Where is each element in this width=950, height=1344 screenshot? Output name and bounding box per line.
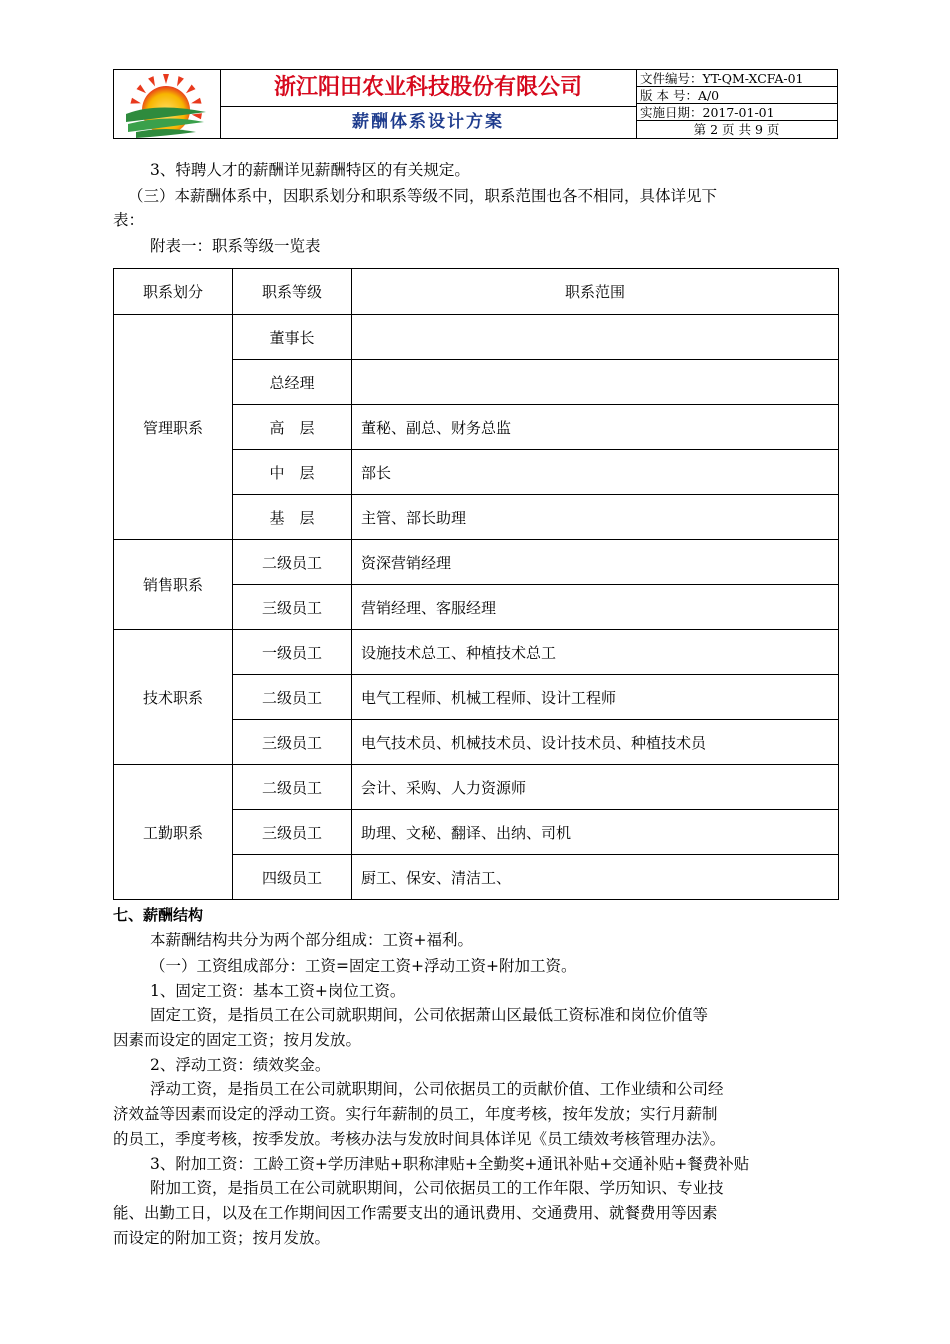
effective-date: 实施日期：2017-01-01 bbox=[636, 104, 837, 121]
column-header: 职系划分 bbox=[114, 269, 233, 315]
scope-cell: 厨工、保安、清洁工、 bbox=[352, 855, 839, 900]
group-cell-technical: 技术职系 bbox=[114, 630, 233, 765]
level-cell: 二级员工 bbox=[233, 675, 352, 720]
level-cell: 三级员工 bbox=[233, 720, 352, 765]
section-heading: 七、薪酬结构 bbox=[113, 906, 204, 924]
level-cell: 二级员工 bbox=[233, 540, 352, 585]
group-cell-support: 工勤职系 bbox=[114, 765, 233, 900]
level-cell: 高 层 bbox=[233, 405, 352, 450]
scope-cell: 部长 bbox=[352, 450, 839, 495]
table-header-row bbox=[114, 269, 839, 315]
scope-cell: 主管、部长助理 bbox=[352, 495, 839, 540]
intro-line-1: 3、特聘人才的薪酬详见薪酬特区的有关规定。 bbox=[150, 161, 470, 179]
scope-cell: 营销经理、客服经理 bbox=[352, 585, 839, 630]
scope-cell: 资深营销经理 bbox=[352, 540, 839, 585]
scope-cell: 董秘、副总、财务总监 bbox=[352, 405, 839, 450]
logo-cell bbox=[114, 70, 221, 138]
paragraph-line: 能、出勤工日，以及在工作期间因工作需要支出的通讯费用、交通费用、就餐费用等因素 bbox=[113, 1204, 718, 1222]
header-meta bbox=[636, 70, 837, 138]
level-cell: 基 层 bbox=[233, 495, 352, 540]
page-number: 第 2 页 共 9 页 bbox=[693, 122, 780, 137]
paragraph-line: （一）工资组成部分：工资=固定工资+浮动工资+附加工资。 bbox=[150, 957, 577, 975]
level-cell: 三级员工 bbox=[233, 810, 352, 855]
file-number: 文件编号：YT-QM-XCFA-01 bbox=[636, 70, 837, 87]
level-cell: 二级员工 bbox=[233, 765, 352, 810]
scope-cell: 助理、文秘、翻译、出纳、司机 bbox=[352, 810, 839, 855]
paragraph-line: 2、浮动工资：绩效奖金。 bbox=[150, 1056, 331, 1074]
level-cell: 一级员工 bbox=[233, 630, 352, 675]
paragraph-line: 浮动工资，是指员工在公司就职期间，公司依据员工的贡献价值、工作业绩和公司经 bbox=[150, 1080, 724, 1098]
level-cell: 四级员工 bbox=[233, 855, 352, 900]
scope-cell: 设施技术总工、种植技术总工 bbox=[352, 630, 839, 675]
company-name: 浙江阳田农业科技股份有限公司 bbox=[220, 70, 636, 107]
group-cell-management: 管理职系 bbox=[114, 315, 233, 540]
scope-cell: 会计、采购、人力资源师 bbox=[352, 765, 839, 810]
paragraph-line: 1、固定工资：基本工资+岗位工资。 bbox=[150, 982, 406, 1000]
paragraph-line: 附加工资，是指员工在公司就职期间，公司依据员工的工作年限、学历知识、专业技 bbox=[150, 1179, 724, 1197]
level-cell: 三级员工 bbox=[233, 585, 352, 630]
paragraph-line: 3、附加工资：工龄工资+学历津贴+职称津贴+全勤奖+通讯补贴+交通补贴+餐费补贴 bbox=[150, 1155, 750, 1173]
intro-line-2b: 表： bbox=[113, 211, 145, 229]
scope-cell bbox=[352, 315, 839, 360]
table-row bbox=[114, 540, 839, 585]
scope-cell bbox=[352, 360, 839, 405]
company-logo-icon bbox=[114, 70, 218, 138]
paragraph-line: 的员工，季度考核，按季发放。考核办法与发放时间具体详见《员工绩效考核管理办法》。 bbox=[113, 1130, 726, 1148]
paragraph-line: 因素而设定的固定工资；按月发放。 bbox=[113, 1031, 362, 1049]
intro-line-2a: （三）本薪酬体系中，因职系划分和职系等级不同，职系范围也各不相同，具体详见下 bbox=[128, 187, 718, 205]
table-row bbox=[114, 765, 839, 810]
column-header: 职系范围 bbox=[352, 269, 839, 315]
scope-cell: 电气技术员、机械技术员、设计技术员、种植技术员 bbox=[352, 720, 839, 765]
group-cell-sales: 销售职系 bbox=[114, 540, 233, 630]
paragraph-line: 本薪酬结构共分为两个部分组成：工资+福利。 bbox=[150, 931, 473, 949]
column-header: 职系等级 bbox=[233, 269, 352, 315]
version-number: 版 本 号：A/0 bbox=[636, 87, 837, 104]
job-level-table bbox=[113, 268, 839, 900]
table-caption: 附表一：职系等级一览表 bbox=[150, 237, 321, 255]
header-title-cell bbox=[220, 70, 637, 138]
document-header bbox=[113, 69, 838, 139]
document-title: 薪酬体系设计方案 bbox=[352, 112, 504, 132]
level-cell: 总经理 bbox=[233, 360, 352, 405]
level-cell: 董事长 bbox=[233, 315, 352, 360]
paragraph-line: 而设定的附加工资；按月发放。 bbox=[113, 1229, 331, 1247]
paragraph-line: 济效益等因素而设定的浮动工资。实行年薪制的员工，年度考核，按年发放；实行月薪制 bbox=[113, 1105, 718, 1123]
table-row bbox=[114, 630, 839, 675]
paragraph-line: 固定工资，是指员工在公司就职期间，公司依据萧山区最低工资标准和岗位价值等 bbox=[150, 1006, 709, 1024]
level-cell: 中 层 bbox=[233, 450, 352, 495]
table-row bbox=[114, 315, 839, 360]
scope-cell: 电气工程师、机械工程师、设计工程师 bbox=[352, 675, 839, 720]
